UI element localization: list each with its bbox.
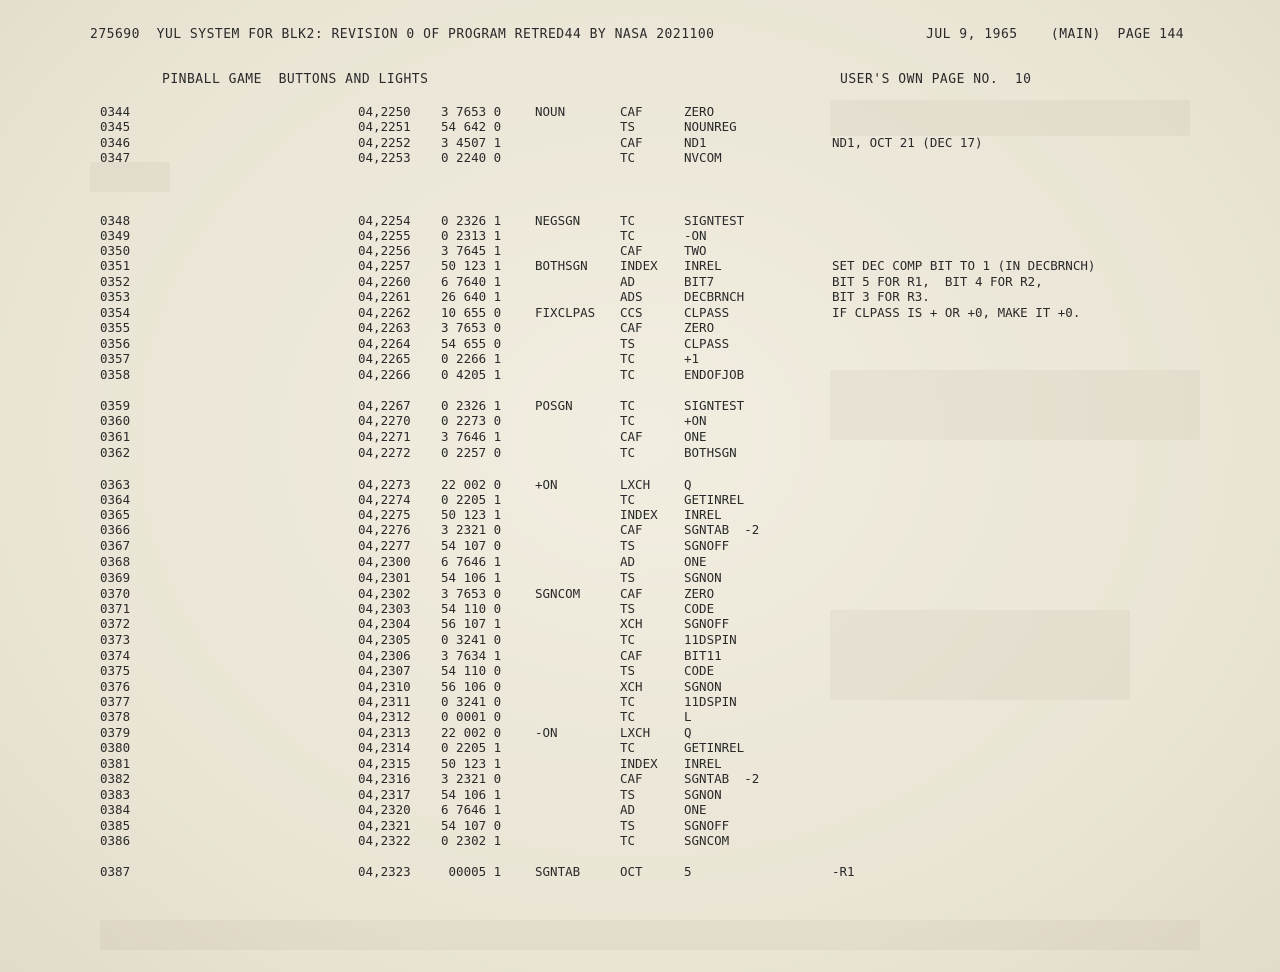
opcode: AD: [620, 274, 636, 289]
operand: ZERO: [684, 320, 715, 335]
listing-row: [0, 305, 1280, 320]
operand: ENDOFJOB: [684, 367, 745, 382]
listing-row: [0, 756, 1280, 771]
address: 04,2252: [358, 135, 411, 150]
octal-code: 0 2326 1: [441, 398, 502, 413]
line-number: 0387: [100, 864, 131, 879]
operand: Q: [684, 477, 692, 492]
line-number: 0348: [100, 213, 131, 228]
operand: SGNCOM: [684, 833, 730, 848]
operand: NOUNREG: [684, 119, 737, 134]
address: 04,2266: [358, 367, 411, 382]
octal-code: 0 2266 1: [441, 351, 502, 366]
operand: SIGNTEST: [684, 213, 745, 228]
line-number: 0378: [100, 709, 131, 724]
operand: SGNON: [684, 679, 722, 694]
line-number: 0361: [100, 429, 131, 444]
address: 04,2312: [358, 709, 411, 724]
octal-code: 3 7645 1: [441, 243, 502, 258]
opcode: INDEX: [620, 258, 658, 273]
listing-row: [0, 413, 1280, 428]
opcode: TC: [620, 833, 636, 848]
octal-code: 50 123 1: [441, 258, 502, 273]
operand: ONE: [684, 802, 707, 817]
address: 04,2310: [358, 679, 411, 694]
listing-row: [0, 522, 1280, 537]
opcode: TC: [620, 709, 636, 724]
opcode: AD: [620, 554, 636, 569]
line-number: 0364: [100, 492, 131, 507]
user-page-number: USER'S OWN PAGE NO. 10: [840, 72, 1032, 87]
line-number: 0372: [100, 616, 131, 631]
opcode: TC: [620, 492, 636, 507]
address: 04,2323: [358, 864, 411, 879]
page-header-right: JUL 9, 1965 (MAIN) PAGE 144: [926, 27, 1185, 42]
opcode: TC: [620, 213, 636, 228]
opcode: TC: [620, 367, 636, 382]
octal-code: 3 2321 0: [441, 771, 502, 786]
operand: ZERO: [684, 104, 715, 119]
opcode: INDEX: [620, 756, 658, 771]
opcode: TS: [620, 818, 636, 833]
asm-label: BOTHSGN: [535, 258, 588, 273]
opcode: AD: [620, 802, 636, 817]
opcode: TC: [620, 413, 636, 428]
asm-label: -ON: [535, 725, 558, 740]
operand: SGNTAB -2: [684, 522, 760, 537]
octal-code: 0 2205 1: [441, 492, 502, 507]
line-number: 0386: [100, 833, 131, 848]
operand: SGNOFF: [684, 538, 730, 553]
octal-code: 50 123 1: [441, 756, 502, 771]
bleed-through-smudge: [100, 920, 1200, 950]
opcode: CAF: [620, 104, 643, 119]
octal-code: 56 107 1: [441, 616, 502, 631]
operand: SGNON: [684, 787, 722, 802]
address: 04,2264: [358, 336, 411, 351]
listing-row: [0, 320, 1280, 335]
line-number: 0385: [100, 818, 131, 833]
operand: INREL: [684, 258, 722, 273]
address: 04,2270: [358, 413, 411, 428]
comment: SET DEC COMP BIT TO 1 (IN DECBRNCH): [832, 258, 1096, 273]
line-number: 0351: [100, 258, 131, 273]
listing-row: [0, 445, 1280, 460]
asm-label: SGNCOM: [535, 586, 581, 601]
octal-code: 54 110 0: [441, 601, 502, 616]
opcode: ADS: [620, 289, 643, 304]
listing-row: [0, 601, 1280, 616]
line-number: 0347: [100, 150, 131, 165]
listing-row: [0, 243, 1280, 258]
operand: ONE: [684, 429, 707, 444]
opcode: CAF: [620, 320, 643, 335]
line-number: 0352: [100, 274, 131, 289]
opcode: TC: [620, 351, 636, 366]
octal-code: 00005 1: [441, 864, 502, 879]
opcode: TC: [620, 445, 636, 460]
address: 04,2260: [358, 274, 411, 289]
operand: SGNTAB -2: [684, 771, 760, 786]
opcode: TC: [620, 228, 636, 243]
line-number: 0375: [100, 663, 131, 678]
octal-code: 0 2302 1: [441, 833, 502, 848]
address: 04,2311: [358, 694, 411, 709]
operand: NVCOM: [684, 150, 722, 165]
address: 04,2250: [358, 104, 411, 119]
listing-row: [0, 864, 1280, 879]
address: 04,2256: [358, 243, 411, 258]
address: 04,2254: [358, 213, 411, 228]
listing-row: [0, 336, 1280, 351]
listing-row: [0, 477, 1280, 492]
address: 04,2314: [358, 740, 411, 755]
operand: +ON: [684, 413, 707, 428]
listing-row: [0, 135, 1280, 150]
operand: -ON: [684, 228, 707, 243]
opcode: TS: [620, 570, 636, 585]
operand: SGNOFF: [684, 616, 730, 631]
opcode: TC: [620, 694, 636, 709]
line-number: 0373: [100, 632, 131, 647]
line-number: 0382: [100, 771, 131, 786]
octal-code: 0 2240 0: [441, 150, 502, 165]
octal-code: 54 655 0: [441, 336, 502, 351]
listing-row: [0, 104, 1280, 119]
operand: 5: [684, 864, 692, 879]
line-number: 0377: [100, 694, 131, 709]
opcode: CAF: [620, 429, 643, 444]
line-number: 0356: [100, 336, 131, 351]
page-header-left: 275690 YUL SYSTEM FOR BLK2: REVISION 0 OF PROGRAM RETRED44 BY NASA 2021100: [90, 27, 715, 42]
octal-code: 0 0001 0: [441, 709, 502, 724]
listing-row: [0, 586, 1280, 601]
address: 04,2262: [358, 305, 411, 320]
listing-row: [0, 648, 1280, 663]
operand: CODE: [684, 601, 715, 616]
line-number: 0354: [100, 305, 131, 320]
address: 04,2267: [358, 398, 411, 413]
operand: TWO: [684, 243, 707, 258]
comment: ND1, OCT 21 (DEC 17): [832, 135, 983, 150]
opcode: XCH: [620, 679, 643, 694]
operand: INREL: [684, 756, 722, 771]
octal-code: 0 2326 1: [441, 213, 502, 228]
opcode: LXCH: [620, 477, 651, 492]
operand: 11DSPIN: [684, 632, 737, 647]
octal-code: 3 7653 0: [441, 320, 502, 335]
address: 04,2322: [358, 833, 411, 848]
listing-row: [0, 694, 1280, 709]
octal-code: 0 2257 0: [441, 445, 502, 460]
line-number: 0359: [100, 398, 131, 413]
listing-row: [0, 398, 1280, 413]
opcode: TS: [620, 787, 636, 802]
listing-row: [0, 787, 1280, 802]
asm-label: NOUN: [535, 104, 566, 119]
listing-row: [0, 771, 1280, 786]
line-number: 0379: [100, 725, 131, 740]
operand: Q: [684, 725, 692, 740]
octal-code: 26 640 1: [441, 289, 502, 304]
listing-row: [0, 616, 1280, 631]
octal-code: 10 655 0: [441, 305, 502, 320]
listing-row: [0, 492, 1280, 507]
listing-row: [0, 258, 1280, 273]
address: 04,2276: [358, 522, 411, 537]
operand: ZERO: [684, 586, 715, 601]
operand: CLPASS: [684, 305, 730, 320]
octal-code: 0 4205 1: [441, 367, 502, 382]
operand: +1: [684, 351, 700, 366]
operand: INREL: [684, 507, 722, 522]
octal-code: 0 3241 0: [441, 694, 502, 709]
line-number: 0368: [100, 554, 131, 569]
address: 04,2320: [358, 802, 411, 817]
opcode: OCT: [620, 864, 643, 879]
octal-code: 54 107 0: [441, 818, 502, 833]
octal-code: 6 7646 1: [441, 802, 502, 817]
operand: GETINREL: [684, 492, 745, 507]
operand: ND1: [684, 135, 707, 150]
listing-row: [0, 367, 1280, 382]
address: 04,2273: [358, 477, 411, 492]
address: 04,2302: [358, 586, 411, 601]
listing-row: [0, 740, 1280, 755]
octal-code: 0 2205 1: [441, 740, 502, 755]
opcode: CCS: [620, 305, 643, 320]
comment: IF CLPASS IS + OR +0, MAKE IT +0.: [832, 305, 1081, 320]
listing-row: [0, 679, 1280, 694]
operand: SIGNTEST: [684, 398, 745, 413]
line-number: 0371: [100, 601, 131, 616]
line-number: 0346: [100, 135, 131, 150]
address: 04,2277: [358, 538, 411, 553]
listing-row: [0, 725, 1280, 740]
opcode: CAF: [620, 648, 643, 663]
operand: BIT7: [684, 274, 715, 289]
opcode: INDEX: [620, 507, 658, 522]
line-number: 0369: [100, 570, 131, 585]
opcode: CAF: [620, 586, 643, 601]
address: 04,2307: [358, 663, 411, 678]
opcode: TC: [620, 740, 636, 755]
line-number: 0358: [100, 367, 131, 382]
listing-row: [0, 802, 1280, 817]
listing-row: [0, 632, 1280, 647]
octal-code: 6 7646 1: [441, 554, 502, 569]
address: 04,2306: [358, 648, 411, 663]
octal-code: 56 106 0: [441, 679, 502, 694]
line-number: 0380: [100, 740, 131, 755]
line-number: 0357: [100, 351, 131, 366]
bleed-through-smudge: [90, 162, 170, 192]
opcode: CAF: [620, 135, 643, 150]
asm-label: POSGN: [535, 398, 573, 413]
octal-code: 6 7640 1: [441, 274, 502, 289]
opcode: TS: [620, 119, 636, 134]
opcode: TC: [620, 150, 636, 165]
octal-code: 22 002 0: [441, 725, 502, 740]
operand: SGNON: [684, 570, 722, 585]
line-number: 0344: [100, 104, 131, 119]
asm-label: SGNTAB: [535, 864, 581, 879]
line-number: 0366: [100, 522, 131, 537]
line-number: 0367: [100, 538, 131, 553]
listing-row: [0, 554, 1280, 569]
line-number: 0374: [100, 648, 131, 663]
line-number: 0345: [100, 119, 131, 134]
address: 04,2305: [358, 632, 411, 647]
comment: -R1: [832, 864, 855, 879]
listing-row: [0, 351, 1280, 366]
line-number: 0353: [100, 289, 131, 304]
line-number: 0381: [100, 756, 131, 771]
comment: BIT 5 FOR R1, BIT 4 FOR R2,: [832, 274, 1043, 289]
opcode: CAF: [620, 243, 643, 258]
operand: BOTHSGN: [684, 445, 737, 460]
listing-row: [0, 818, 1280, 833]
opcode: TS: [620, 336, 636, 351]
octal-code: 54 107 0: [441, 538, 502, 553]
operand: BIT11: [684, 648, 722, 663]
operand: DECBRNCH: [684, 289, 745, 304]
octal-code: 3 4507 1: [441, 135, 502, 150]
section-title: PINBALL GAME BUTTONS AND LIGHTS: [162, 72, 429, 87]
operand: ONE: [684, 554, 707, 569]
listing-row: [0, 228, 1280, 243]
asm-label: NEGSGN: [535, 213, 581, 228]
octal-code: 0 3241 0: [441, 632, 502, 647]
listing-row: [0, 213, 1280, 228]
address: 04,2300: [358, 554, 411, 569]
octal-code: 22 002 0: [441, 477, 502, 492]
opcode: TC: [620, 632, 636, 647]
asm-label: FIXCLPAS: [535, 305, 596, 320]
opcode: LXCH: [620, 725, 651, 740]
octal-code: 3 7653 0: [441, 586, 502, 601]
opcode: XCH: [620, 616, 643, 631]
opcode: TS: [620, 663, 636, 678]
operand: GETINREL: [684, 740, 745, 755]
listing-row: [0, 274, 1280, 289]
operand: CLPASS: [684, 336, 730, 351]
address: 04,2263: [358, 320, 411, 335]
opcode: TC: [620, 398, 636, 413]
address: 04,2272: [358, 445, 411, 460]
operand: SGNOFF: [684, 818, 730, 833]
listing-row: [0, 507, 1280, 522]
address: 04,2253: [358, 150, 411, 165]
octal-code: 54 110 0: [441, 663, 502, 678]
address: 04,2301: [358, 570, 411, 585]
listing-row: [0, 429, 1280, 444]
address: 04,2315: [358, 756, 411, 771]
address: 04,2317: [358, 787, 411, 802]
line-number: 0376: [100, 679, 131, 694]
address: 04,2303: [358, 601, 411, 616]
address: 04,2275: [358, 507, 411, 522]
line-number: 0365: [100, 507, 131, 522]
line-number: 0370: [100, 586, 131, 601]
listing-row: [0, 663, 1280, 678]
listing-row: [0, 289, 1280, 304]
address: 04,2265: [358, 351, 411, 366]
line-number: 0355: [100, 320, 131, 335]
listing-row: [0, 150, 1280, 165]
address: 04,2251: [358, 119, 411, 134]
listing-row: [0, 833, 1280, 848]
opcode: CAF: [620, 522, 643, 537]
line-number: 0350: [100, 243, 131, 258]
address: 04,2257: [358, 258, 411, 273]
listing-row: [0, 709, 1280, 724]
operand: 11DSPIN: [684, 694, 737, 709]
address: 04,2313: [358, 725, 411, 740]
opcode: TS: [620, 538, 636, 553]
opcode: TS: [620, 601, 636, 616]
listing-row: [0, 119, 1280, 134]
address: 04,2274: [358, 492, 411, 507]
octal-code: 3 7653 0: [441, 104, 502, 119]
octal-code: 50 123 1: [441, 507, 502, 522]
comment: BIT 3 FOR R3.: [832, 289, 930, 304]
octal-code: 54 642 0: [441, 119, 502, 134]
octal-code: 0 2273 0: [441, 413, 502, 428]
octal-code: 3 7646 1: [441, 429, 502, 444]
line-number: 0360: [100, 413, 131, 428]
line-number: 0383: [100, 787, 131, 802]
octal-code: 54 106 1: [441, 570, 502, 585]
line-number: 0349: [100, 228, 131, 243]
address: 04,2304: [358, 616, 411, 631]
address: 04,2321: [358, 818, 411, 833]
address: 04,2255: [358, 228, 411, 243]
line-number: 0384: [100, 802, 131, 817]
octal-code: 3 7634 1: [441, 648, 502, 663]
operand: CODE: [684, 663, 715, 678]
asm-label: +ON: [535, 477, 558, 492]
opcode: CAF: [620, 771, 643, 786]
octal-code: 0 2313 1: [441, 228, 502, 243]
listing-row: [0, 538, 1280, 553]
line-number: 0363: [100, 477, 131, 492]
address: 04,2261: [358, 289, 411, 304]
octal-code: 54 106 1: [441, 787, 502, 802]
address: 04,2271: [358, 429, 411, 444]
listing-row: [0, 570, 1280, 585]
line-number: 0362: [100, 445, 131, 460]
octal-code: 3 2321 0: [441, 522, 502, 537]
operand: L: [684, 709, 692, 724]
address: 04,2316: [358, 771, 411, 786]
